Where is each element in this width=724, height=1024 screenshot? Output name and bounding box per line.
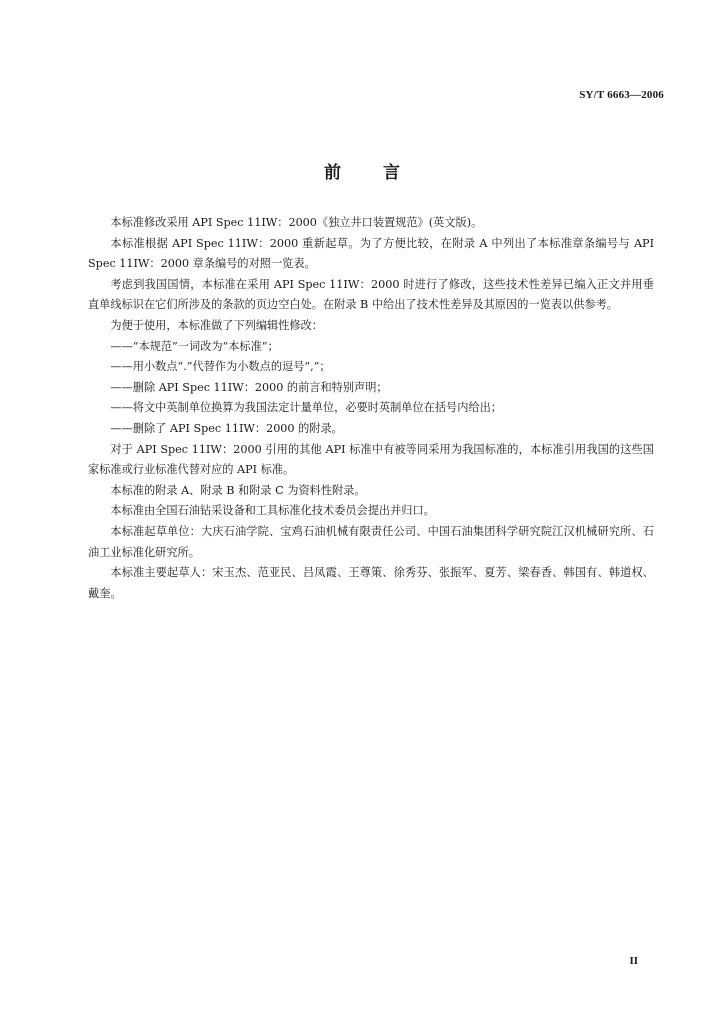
page-number: II (629, 955, 638, 967)
paragraph-drafting-basis: 本标准根据 API Spec 11IW：2000 重新起草。为了方便比较，在附录 A 中列出了本标准章条编号与 API Spec 11IW：2000 章条编号的对照一览表。 (88, 236, 654, 271)
paragraph-adoption: 本标准修改采用 API Spec 11IW：2000《独立井口装置规范》(英文版)。 (110, 216, 483, 229)
paragraph-drafters: 本标准主要起草人：宋玉杰、范亚民、吕凤霞、王尊策、徐秀芬、张振军、夏芳、梁春香、韩国有、韩道权、戴奎。 (88, 566, 654, 600)
paragraph-referenced-standards: 对于 API Spec 11IW：2000 引用的其他 API 标准中有被等同采用为我国标准的，本标准引用我国的这些国家标准或行业标准代替对应的 API 标准。 (88, 442, 654, 477)
editorial-item: ——删除 API Spec 11IW：2000 的前言和特别声明； (110, 380, 388, 394)
editorial-item: ——将文中英制单位换算为我国法定计量单位，必要时英制单位在括号内给出； (110, 401, 502, 415)
paragraph-drafting-units: 本标准起草单位：大庆石油学院、宝鸡石油机械有限责任公司、中国石油集团科学研究院江汉机械研究所、石油工业标准化研究所。 (88, 524, 654, 559)
paragraph-editorial-intro: 为便于使用，本标准做了下列编辑性修改： (110, 318, 323, 332)
page-title: 前言 (324, 163, 442, 183)
editorial-item: ——“本规范”一词改为“本标准”； (110, 339, 279, 353)
paragraph-proposer: 本标准由全国石油钻采设备和工具标准化技术委员会提出并归口。 (110, 504, 435, 518)
preface-body (88, 213, 654, 604)
paragraph-technical-differences: 考虑到我国国情，本标准在采用 API Spec 11IW：2000 时进行了修改，这些技术性差异已编入正文并用垂直单线标识在它们所涉及的条款的页边空白处。在附录 B 中给出了技术性差异及其原因的一览表以供参考。 (88, 277, 654, 312)
document-code: SY/T 6663—2006 (579, 89, 664, 101)
paragraph-annexes: 本标准的附录 A、附录 B 和附录 C 为资料性附录。 (110, 483, 366, 497)
editorial-item: ——用小数点“.”代替作为小数点的逗号“,”； (110, 360, 331, 374)
editorial-item: ——删除了 API Spec 11IW：2000 的附录。 (110, 421, 343, 435)
